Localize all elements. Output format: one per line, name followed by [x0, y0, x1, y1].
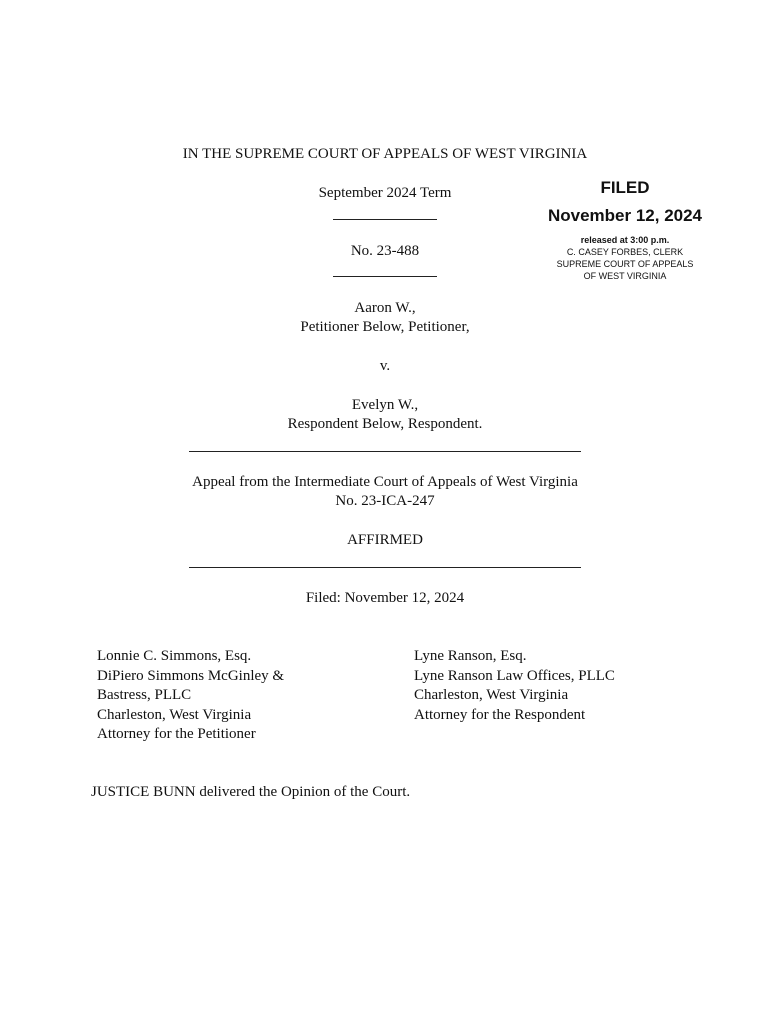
counsel-petitioner: [97, 647, 357, 745]
filed-stamp-title: FILED: [600, 178, 650, 197]
term-divider: [333, 219, 437, 220]
opinion-line: JUSTICE BUNN delivered the Opinion of the Court.: [91, 784, 411, 800]
disposition: AFFIRMED: [347, 532, 423, 548]
counsel-petitioner-line: Charleston, West Virginia: [97, 706, 252, 723]
parties-divider: [189, 451, 581, 452]
petitioner-name: Aaron W.,: [354, 300, 416, 316]
case-number: No. 23-488: [350, 243, 420, 259]
filed-stamp-released: released at 3:00 p.m.: [580, 235, 670, 245]
disposition-divider: [189, 567, 581, 568]
counsel-petitioner-line: DiPiero Simmons McGinley &: [97, 667, 285, 684]
petitioner-role: Petitioner Below, Petitioner,: [300, 319, 470, 335]
counsel-petitioner-line: Lonnie C. Simmons, Esq.: [97, 648, 252, 664]
counsel-petitioner-line: Bastress, PLLC: [97, 687, 192, 703]
counsel-respondent: [414, 647, 714, 725]
filed-stamp-court-line2: OF WEST VIRGINIA: [583, 271, 667, 281]
counsel-respondent-line: Charleston, West Virginia: [414, 687, 569, 703]
counsel-petitioner-line: Attorney for the Petitioner: [97, 726, 256, 742]
case-number-divider: [333, 276, 437, 277]
filed-date-line: Filed: November 12, 2024: [305, 590, 465, 606]
filed-stamp-court-line1: SUPREME COURT OF APPEALS: [556, 259, 694, 269]
court-title: IN THE SUPREME COURT OF APPEALS OF WEST VIRGINIA: [182, 146, 588, 162]
respondent-role: Respondent Below, Respondent.: [287, 416, 483, 432]
versus: v.: [379, 358, 391, 374]
term: September 2024 Term: [318, 185, 452, 201]
counsel-respondent-line: Lyne Ranson, Esq.: [414, 648, 527, 664]
counsel-respondent-line: Lyne Ranson Law Offices, PLLC: [414, 667, 615, 684]
appeal-line1: Appeal from the Intermediate Court of Appeals of West Virginia: [192, 474, 578, 490]
appeal-line2: No. 23-ICA-247: [335, 493, 435, 509]
counsel-respondent-line: Attorney for the Respondent: [414, 706, 586, 723]
respondent-name: Evelyn W.,: [351, 397, 419, 413]
filed-stamp-clerk: C. CASEY FORBES, CLERK: [566, 247, 684, 257]
filed-stamp-date: November 12, 2024: [547, 206, 703, 225]
